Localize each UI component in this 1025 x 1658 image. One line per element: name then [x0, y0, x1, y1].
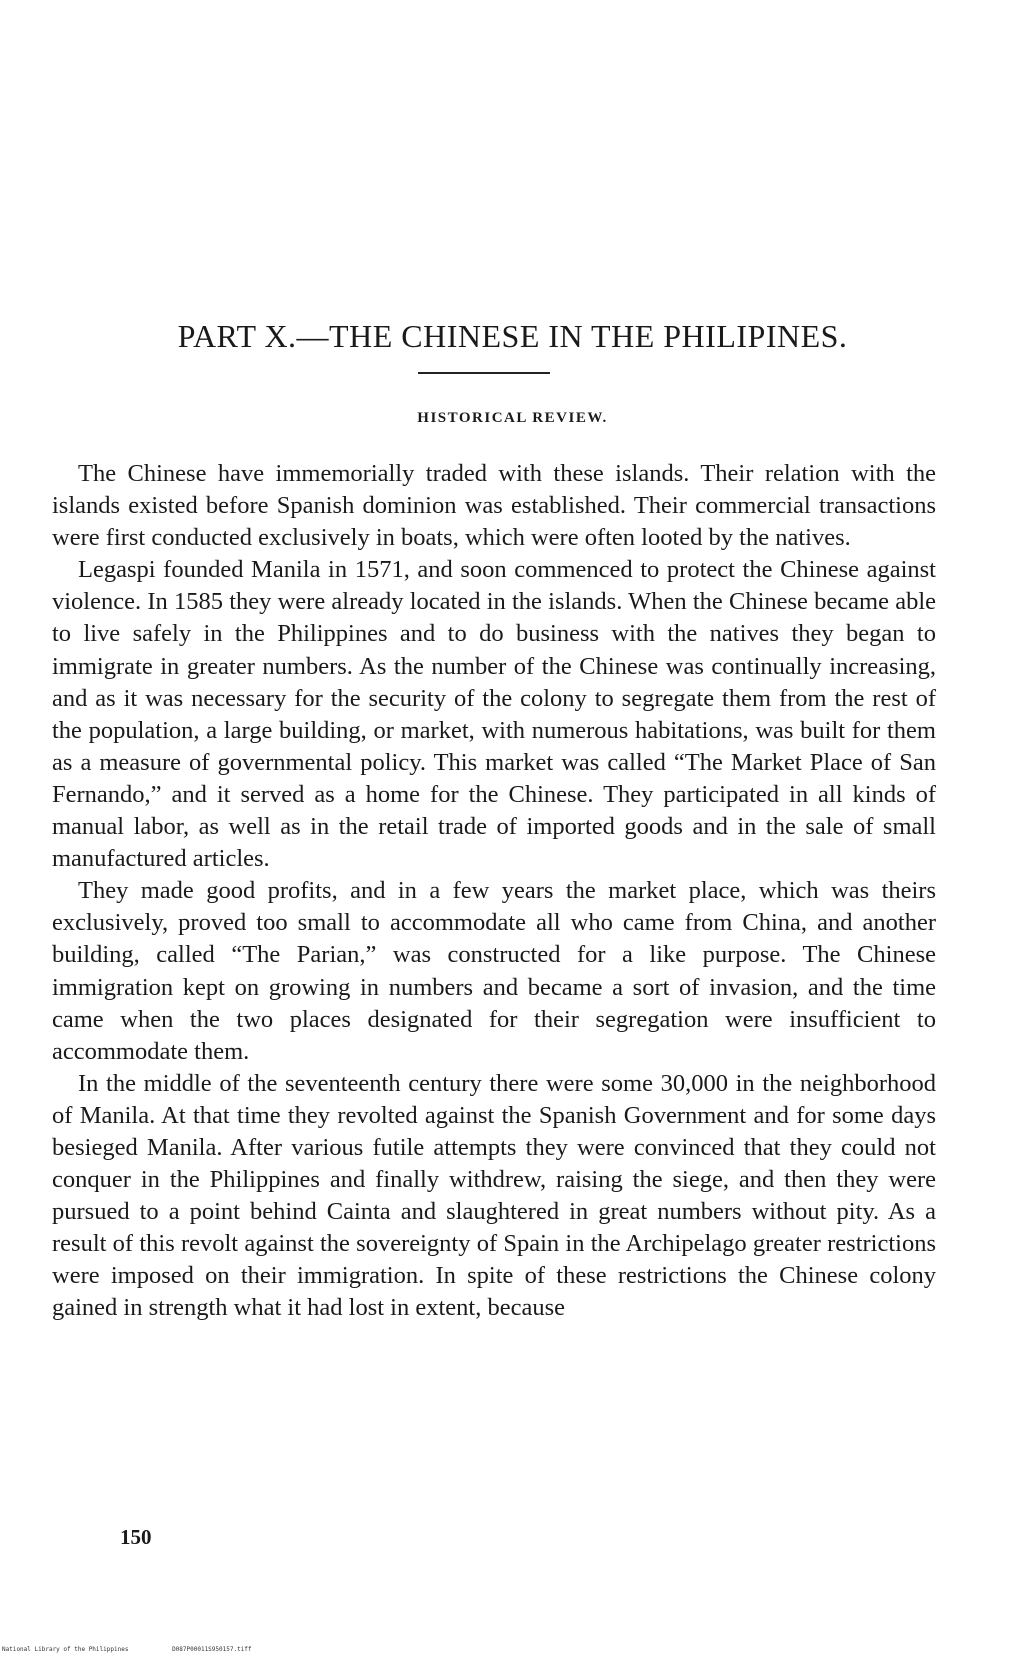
body-text [52, 458, 936, 1325]
title-divider [418, 372, 550, 374]
paragraph-1: The Chinese have immemorially traded with these islands. Their relation with the islands existed before Spanish dominion was established. Their commercial transactions were first conducted exclusively in boats, which were often looted by the natives. [52, 460, 936, 552]
paragraph-3: They made good profits, and in a few years the market place, which was theirs exclusively, proved too small to accommodate all who came from China, and another building, called “The Parian,” was constructed for a like purpose. The Chinese immigration kept on growing in numbers and became a sort of invasion, and the time came when the two places designated for their segregation were insufficient to accommodate them. [52, 877, 936, 1065]
library-credit: National Library of the Philippines [2, 1646, 129, 1653]
paragraph-4: In the middle of the seventeenth century there were some 30,000 in the neighborhood of Manila. At that time they revolted against the Spanish Government and for some days besieged Manila. After various futile attempts they were convinced that they could not conquer in the Philippines and finally withdrew, raising the siege, and then they were pursued to a point behind Cainta and slaughtered in great numbers without pity. As a result of this revolt against the sovereignty of Spain in the Archipelago greater restrictions were imposed on their immigration. In spite of these restrictions the Chinese colony gained in strength what it had lost in extent, because [52, 1069, 936, 1322]
page-number: 150 [120, 1525, 152, 1549]
page-title: PART X.—THE CHINESE IN THE PHILIPINES. [177, 318, 848, 354]
paragraph-2: Legaspi founded Manila in 1571, and soon commenced to protect the Chinese against violence. In 1585 they were already located in the islands. When the Chinese became able to live safely in the Philippines and to do business with the natives they began to immigrate in greater numbers. As the number of the Chinese was continually increasing, and as it was necessary for the security of the colony to segregate them from the rest of the population, a large building, or market, with numerous habitations, was built for them as a measure of governmental policy. This market was called “The Market Place of San Fernando,” and it served as a home for the Chinese. They participated in all kinds of manual labor, as well as in the retail trade of imported goods and in the sale of small manufactured articles. [52, 556, 936, 873]
file-name: D087P00011S950157.tiff [172, 1646, 252, 1653]
section-heading: HISTORICAL REVIEW. [417, 410, 608, 426]
scan-footer [2, 1646, 292, 1653]
